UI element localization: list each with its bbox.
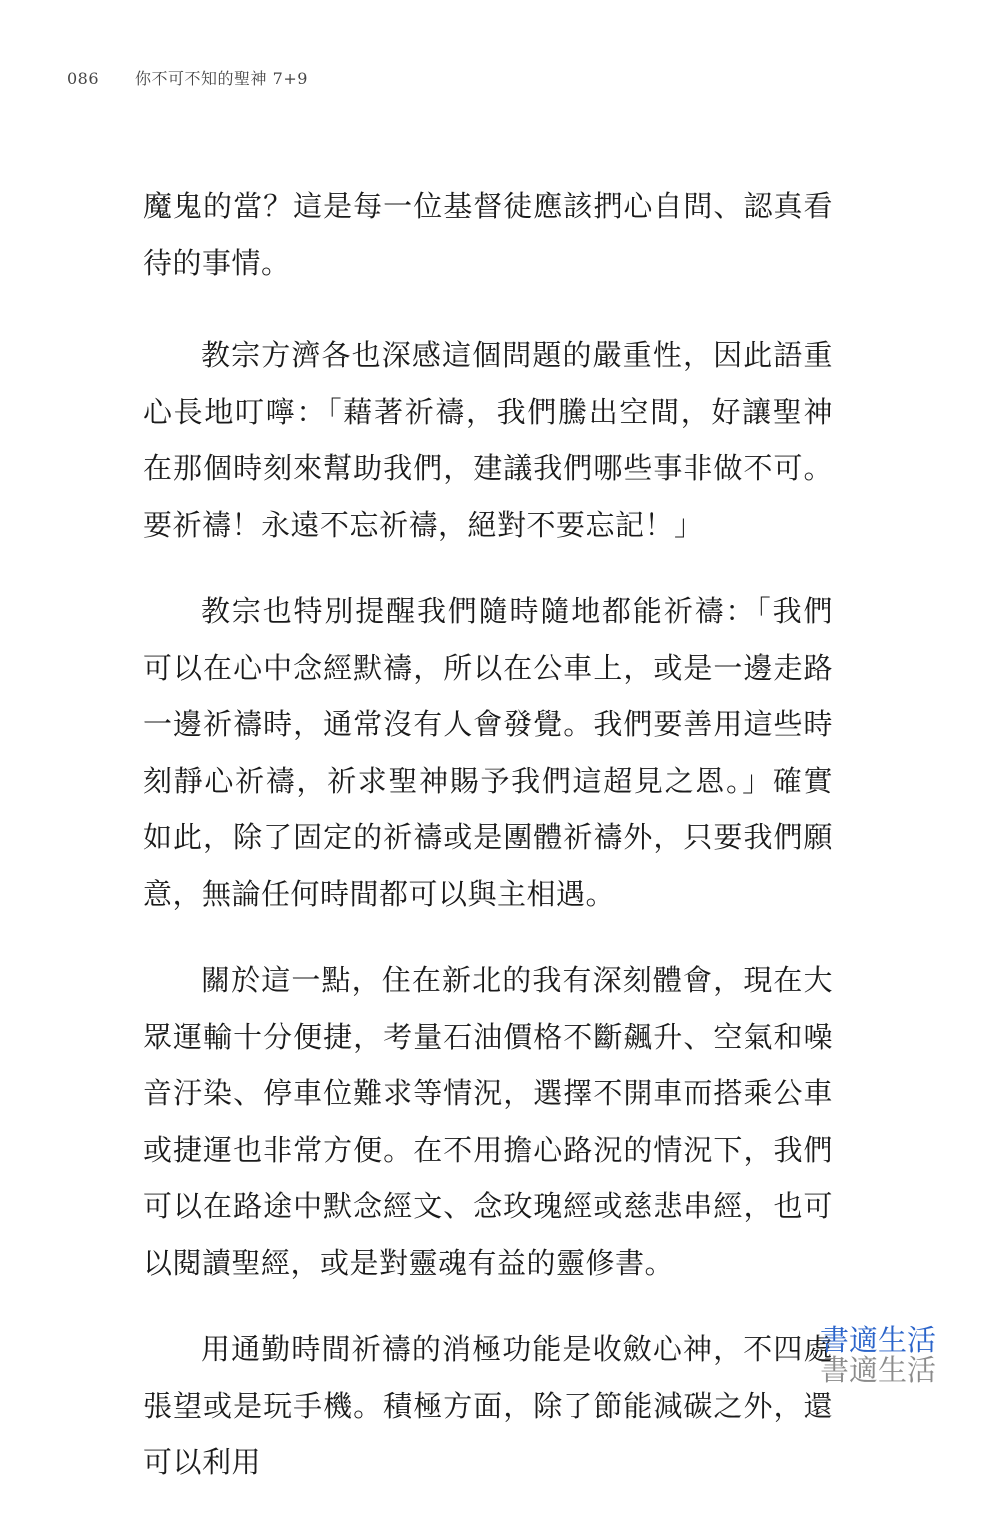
running-header	[67, 66, 308, 89]
publisher-watermark	[820, 1325, 936, 1385]
paragraph-3: 教宗也特別提醒我們隨時隨地都能祈禱：「我們可以在心中念經默禱，所以在公車上，或是一邊走路一邊祈禱時，通常沒有人會發覺。我們要善用這些時刻靜心祈禱，祈求聖神賜予我們這超見之恩。」確實如此，除了固定的祈禱或是團體祈禱外，只要我們願意，無論任何時間都可以與主相遇。	[143, 594, 833, 911]
paragraph-1: 魔鬼的當？這是每一位基督徒應該捫心自問、認真看待的事情。	[143, 189, 833, 280]
paragraph-4: 關於這一點，住在新北的我有深刻體會，現在大眾運輸十分便捷，考量石油價格不斷飆升、空氣和噪音汙染、停車位難求等情況，選擇不開車而搭乘公車或捷運也非常方便。在不用擔心路況的情況下，我們可以在路途中默念經文、念玫瑰經或慈悲串經，也可以閱讀聖經，或是對靈魂有益的靈修書。	[143, 963, 833, 1280]
watermark-line-gray: 書適生活	[820, 1353, 937, 1387]
watermark-line-blue: 書適生活	[820, 1323, 937, 1357]
book-title: 你不可不知的聖神 7+9	[135, 69, 308, 88]
paragraph-2: 教宗方濟各也深感這個問題的嚴重性，因此語重心長地叮嚀：「藉著祈禱，我們騰出空間，好讓聖神在那個時刻來幫助我們，建議我們哪些事非做不可。要祈禱！永遠不忘祈禱，絕對不要忘記！」	[143, 338, 833, 542]
body-text	[143, 178, 833, 1521]
paragraph-5: 用通勤時間祈禱的消極功能是收斂心神，不四處張望或是玩手機。積極方面，除了節能減碳之外，還可以利用	[143, 1332, 833, 1479]
page-number: 086	[67, 69, 100, 88]
